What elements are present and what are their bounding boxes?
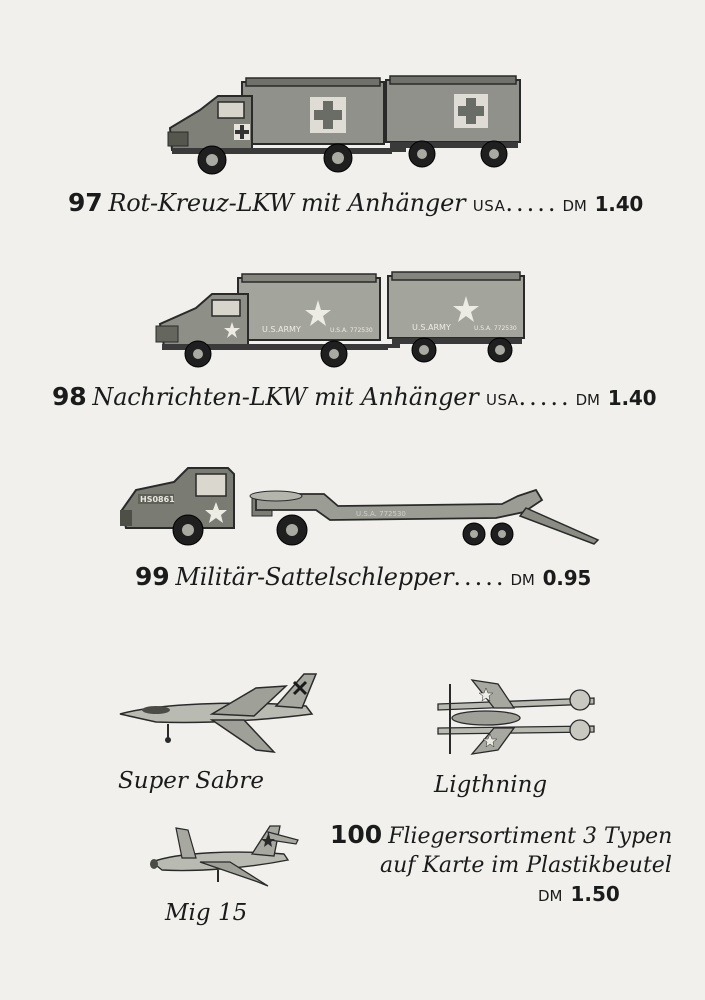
item-price: 1.40	[607, 386, 657, 410]
item-97-caption	[68, 190, 643, 215]
serial-marking: U.S.A. 772530	[330, 327, 373, 334]
plane-name-mig-15: Mig 15	[165, 900, 248, 926]
leader-dots: .....	[505, 189, 559, 217]
us-army-marking-trailer: U.S.ARMY	[412, 323, 451, 332]
signals-truck-illustration	[150, 268, 530, 372]
item-name: Rot-Kreuz-LKW mit Anhänger	[108, 189, 466, 217]
item-100-title: Fliegersortiment 3 Typen	[388, 824, 673, 849]
mig-15-jet-illustration	[148, 818, 302, 894]
item-99-caption	[135, 564, 591, 589]
item-100-line1	[330, 820, 673, 851]
cab-number-marking: HS0861	[140, 495, 175, 504]
item-98-caption	[52, 384, 656, 409]
red-cross-truck-illustration	[160, 72, 530, 178]
item-name: Nachrichten-LKW mit Anhänger	[92, 383, 479, 411]
item-price: 1.40	[594, 192, 644, 216]
item-origin: USA	[472, 197, 506, 215]
currency: DM	[562, 197, 587, 215]
item-name: Militär-Sattelschlepper	[175, 563, 454, 591]
leader-dots: .....	[518, 383, 572, 411]
lightning-plane-illustration	[428, 674, 604, 760]
item-number: 98	[52, 382, 87, 411]
currency: DM	[538, 887, 563, 905]
us-army-marking: U.S.ARMY	[262, 325, 301, 334]
leader-dots: .....	[453, 563, 507, 591]
item-price: 1.50	[570, 882, 620, 906]
currency: DM	[575, 391, 600, 409]
item-price: 0.95	[542, 566, 592, 590]
item-number: 99	[135, 562, 170, 591]
item-100-caption	[330, 820, 673, 911]
item-number: 97	[68, 188, 103, 217]
plane-name-lightning: Ligthning	[434, 772, 548, 798]
item-100-price-line	[330, 880, 650, 911]
serial-marking-trailer: U.S.A. 772530	[474, 325, 517, 332]
plane-name-super-sabre: Super Sabre	[118, 768, 265, 794]
trailer-serial-marking: U.S.A. 772530	[356, 510, 406, 518]
military-semi-trailer-illustration	[116, 460, 606, 554]
currency: DM	[510, 571, 535, 589]
super-sabre-jet-illustration	[116, 670, 322, 760]
item-number: 100	[330, 820, 383, 849]
item-100-line2: auf Karte im Plastikbeutel	[380, 853, 672, 878]
item-origin: USA	[485, 391, 519, 409]
